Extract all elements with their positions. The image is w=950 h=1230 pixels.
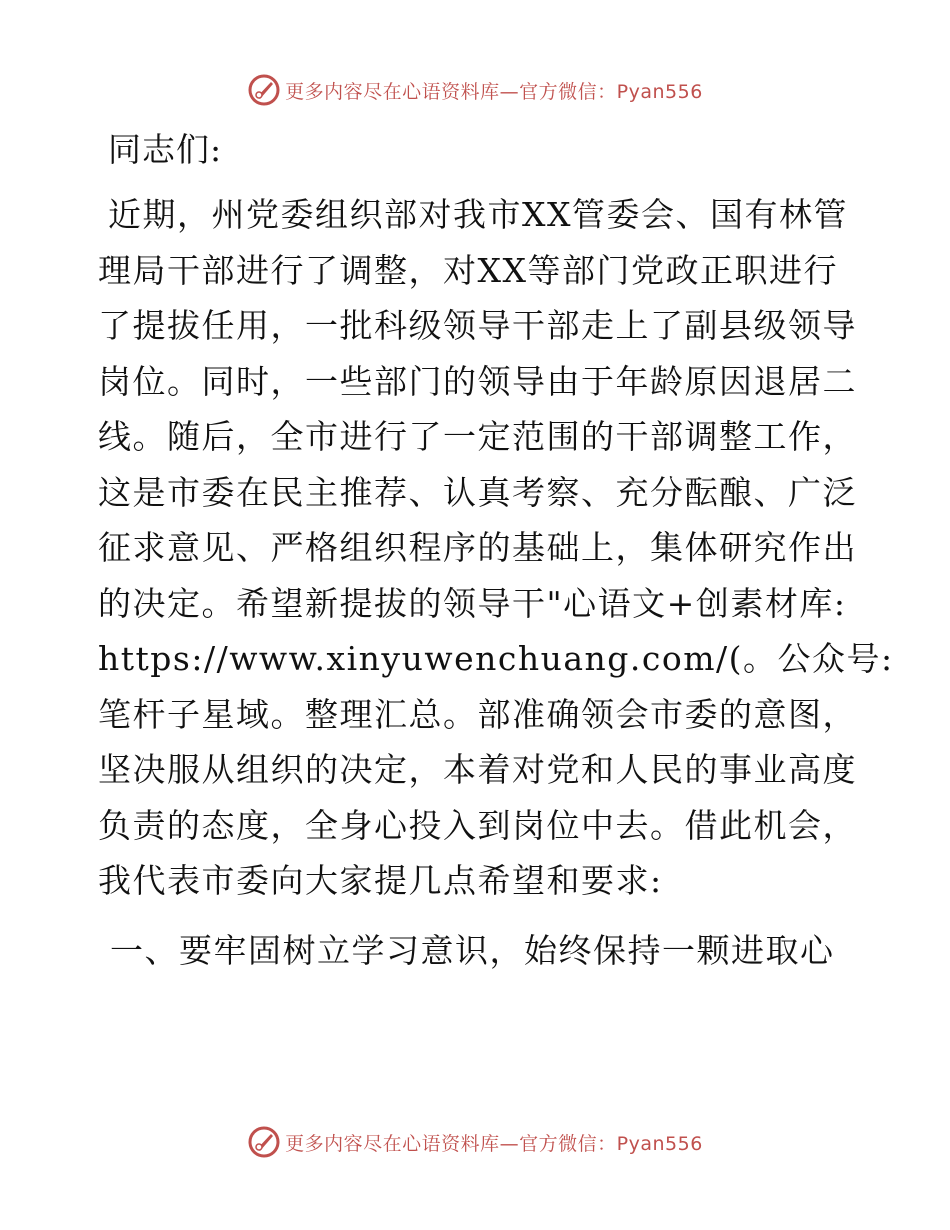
paragraph-line: 我代表市委向大家提几点希望和要求:: [98, 861, 663, 900]
paragraph-line-url: https://www.xinyuwenchuang.com/(。公众号:: [98, 639, 894, 678]
quill-seal-icon: [247, 1125, 281, 1159]
paragraph-line: 的决定。希望新提拔的领导干"心语文+创素材库:: [98, 583, 847, 623]
paragraph-line: 征求意见、严格组织程序的基础上，集体研究作出: [98, 528, 857, 567]
watermark-text: 更多内容尽在心语资料库—官方微信：Pyan556: [285, 1132, 703, 1155]
paragraph-line: 岗位。同时，一些部门的领导由于年龄原因退居二: [98, 361, 857, 401]
quill-seal-icon: [247, 73, 281, 107]
paragraph-line: 线。随后，全市进行了一定范围的干部调整工作，: [98, 417, 857, 456]
footer-watermark: [0, 1122, 950, 1162]
paragraph-line: 近期，州党委组织部对我市XX管委会、国有林管: [108, 195, 848, 234]
paragraph-line: 笔杆子星域。整理汇总。部准确领会市委的意图，: [98, 694, 857, 734]
paragraph-line: 了提拔任用，一批科级领导干部走上了副县级领导: [98, 306, 857, 345]
salutation: 同志们:: [108, 130, 223, 169]
paragraph-line: 坚决服从组织的决定，本着对党和人民的事业高度: [98, 750, 857, 789]
header-watermark: [0, 70, 950, 110]
paragraph-line: 这是市委在民主推荐、认真考察、充分酝酿、广泛: [98, 472, 857, 512]
paragraph-line: 理局干部进行了调整，对XX等部门党政正职进行: [98, 250, 838, 290]
watermark-text: 更多内容尽在心语资料库—官方微信：Pyan556: [285, 80, 703, 103]
document-body: [98, 125, 894, 978]
paragraph-line: 负责的态度，全身心投入到岗位中去。借此机会，: [98, 805, 857, 845]
body-paragraph: [98, 187, 894, 909]
section-heading: 一、要牢固树立学习意识，始终保持一颗进取心: [110, 930, 835, 970]
